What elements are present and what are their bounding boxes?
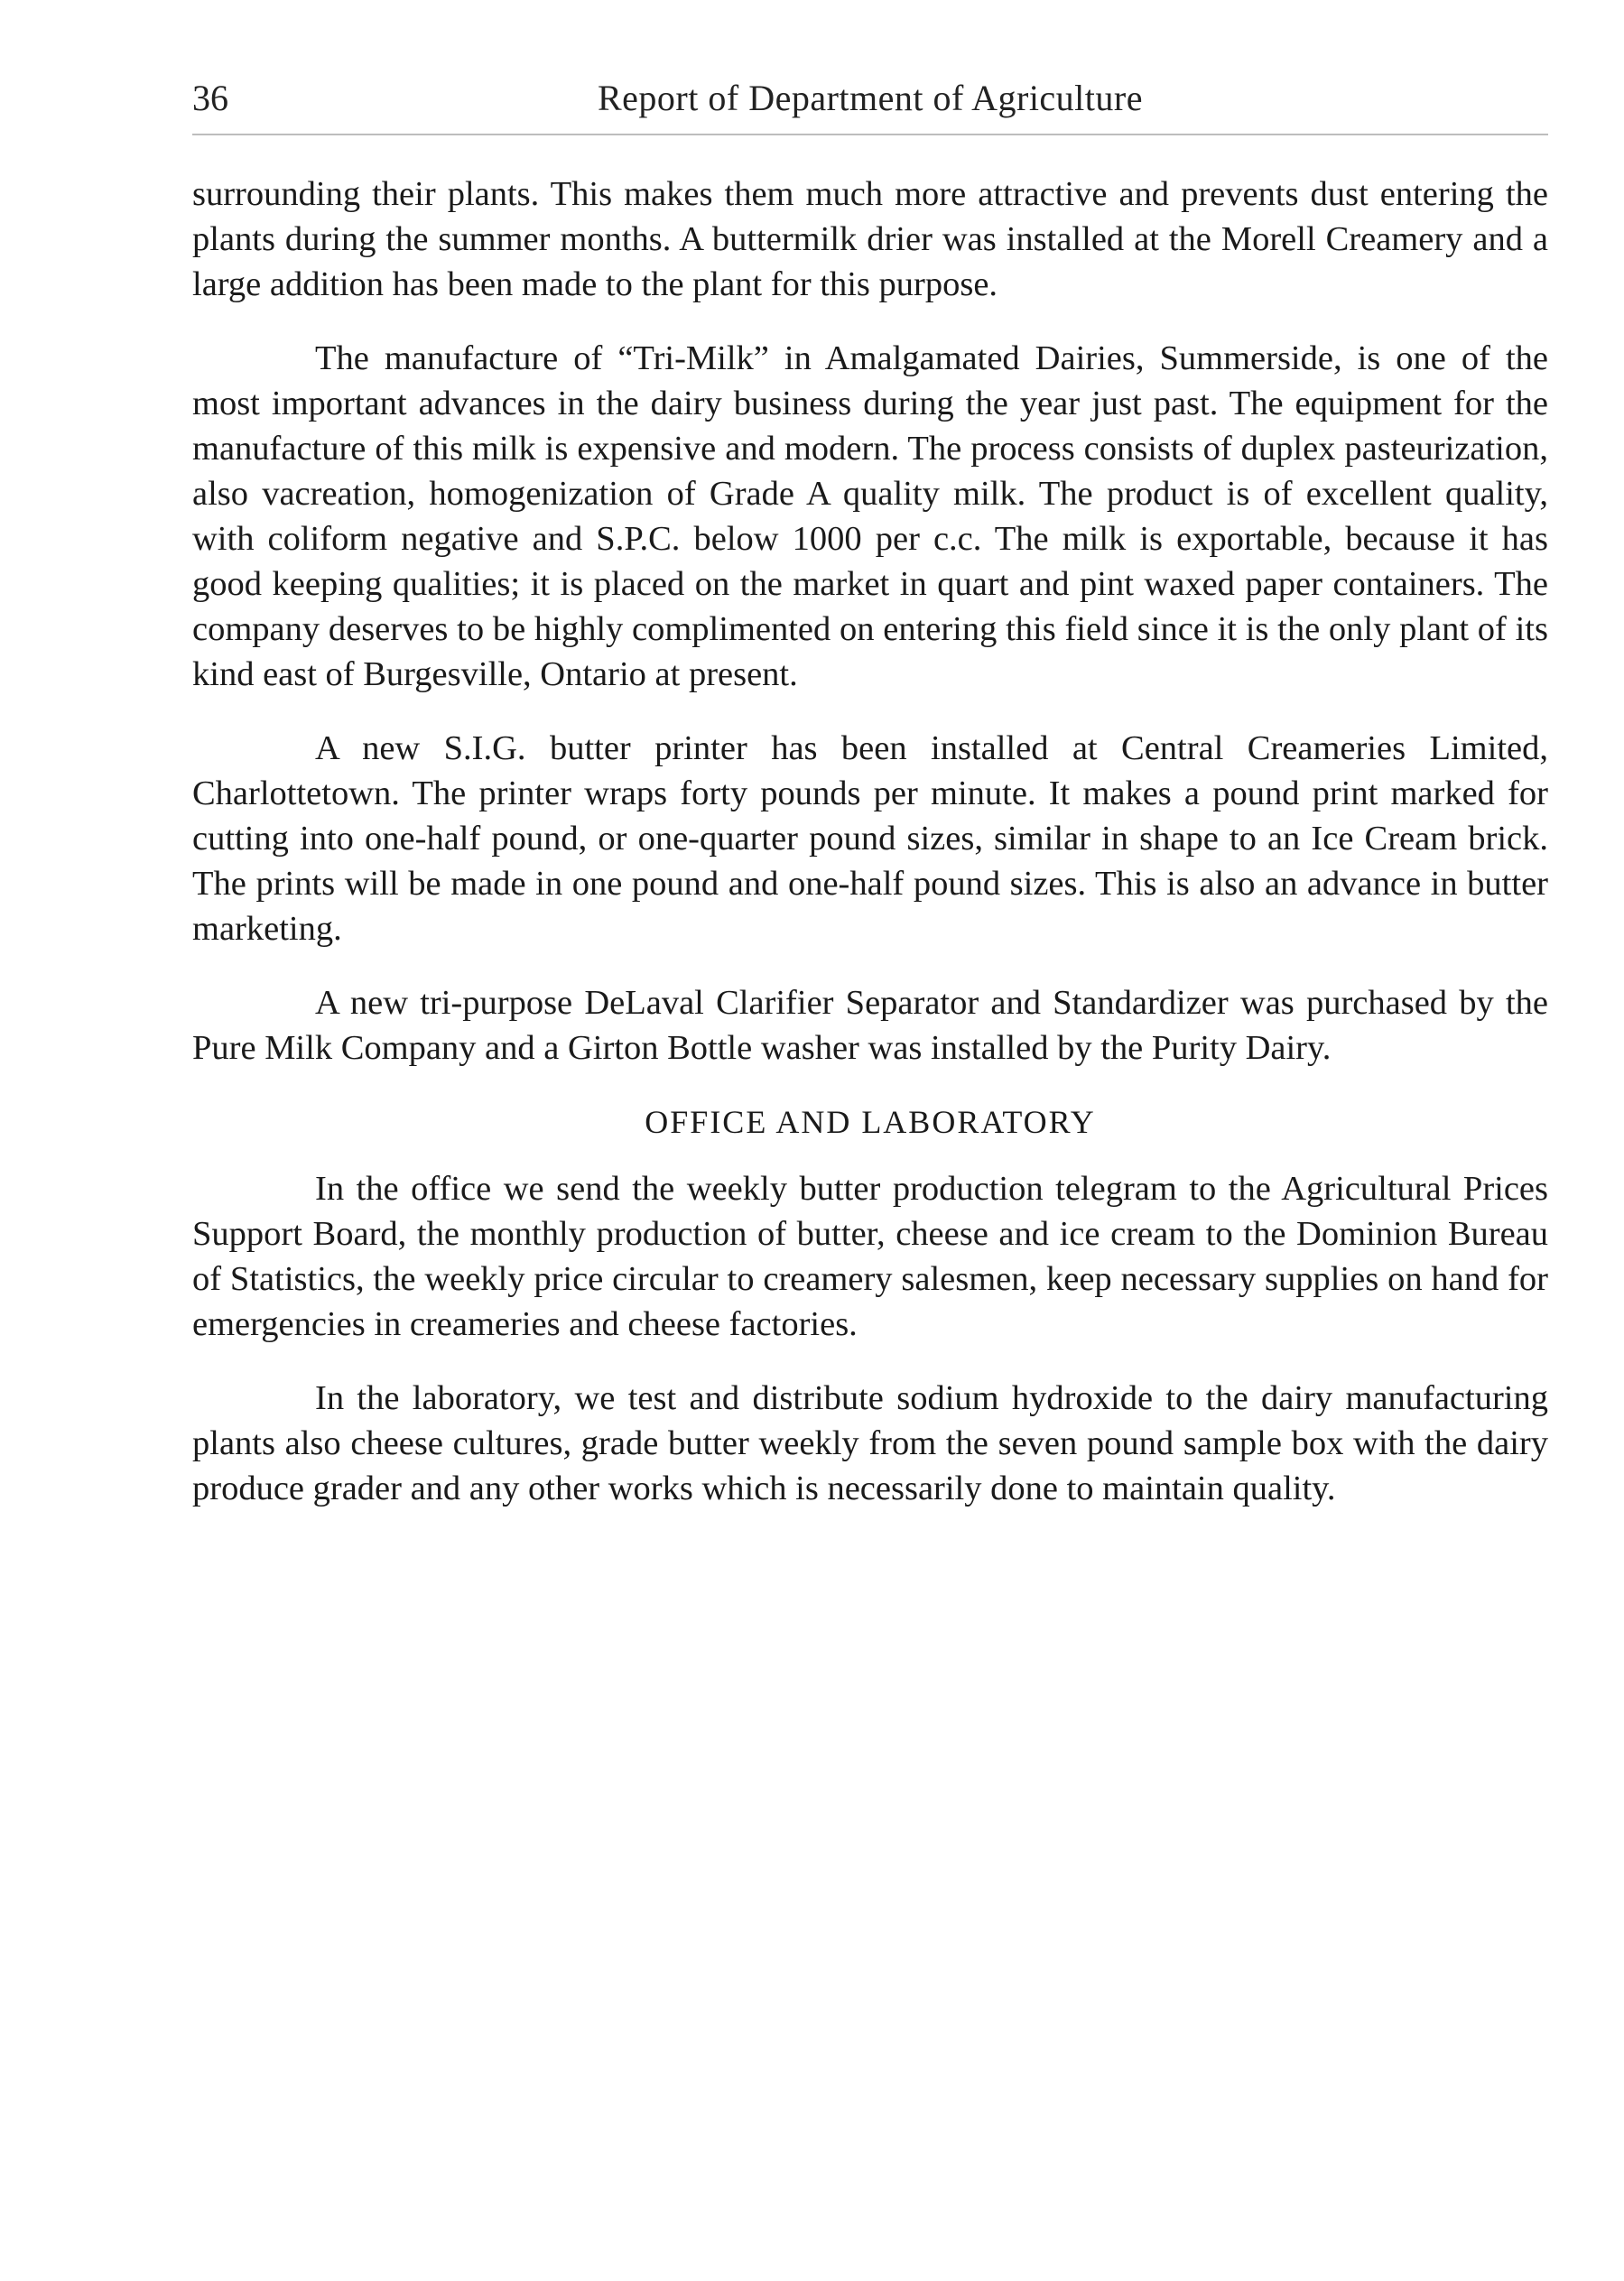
paragraph-butter-printer: A new S.I.G. butter printer has been installed at Central Creameries Limited, Charlottetown. The printer wraps forty pounds per minute. It makes a pound print marked for cutting into one-half pound, or one-quarter pound sizes, similar in shape to an Ice Cream brick. The prints will be made in one pound and one-half pound sizes. This is also an advance in butter marketing.	[192, 729, 1548, 948]
running-header	[192, 70, 1548, 126]
paragraph-separator: A new tri-purpose DeLaval Clarifier Separator and Standardizer was purchased by the Pure Milk Company and a Girton Bottle washer was installed by the Purity Dairy.	[192, 984, 1548, 1067]
paragraph-continued: surrounding their plants. This makes them much more attractive and prevents dust entering the plants during the summer months. A buttermilk drier was installed at the Morell Creamery and a large addition has been made to the plant for this purpose.	[192, 175, 1548, 303]
running-title: Report of Department of Agriculture	[598, 78, 1143, 118]
page-number: 36	[192, 78, 228, 118]
paragraph-office: In the office we send the weekly butter production telegram to the Agricultural Prices Support Board, the monthly production of butter, cheese and ice cream to the Dominion Bureau of Statistics, the weekly price circular to creamery salesmen, keep necessary supplies on hand for emergencies in creameries and cheese factories.	[192, 1170, 1548, 1343]
paragraph-tri-milk: The manufacture of “Tri-Milk” in Amalgamated Dairies, Summerside, is one of the most important advances in the dairy business during the year just past. The equipment for the manufacture of this milk is expensive and modern. The process consists of duplex pasteurization, also vacreation, homogenization of Grade A quality milk. The product is of excellent quality, with coliform negative and S.P.C. below 1000 per c.c. The milk is exportable, because it has good keeping qualities; it is placed on the market in quart and pint waxed paper containers. The company deserves to be highly complimented on entering this field since it is the only plant of its kind east of Burgesville, Ontario at present.	[192, 339, 1548, 693]
paragraph-laboratory: In the laboratory, we test and distribute sodium hydroxide to the dairy manufacturing plants also cheese cultures, grade butter weekly from the seven pound sample box with the dairy produce grader and any other works which is necessarily done to maintain quality.	[192, 1379, 1548, 1507]
header-divider	[192, 134, 1548, 135]
document-page	[192, 70, 1548, 1540]
section-heading: OFFICE AND LABORATORY	[645, 1104, 1096, 1140]
